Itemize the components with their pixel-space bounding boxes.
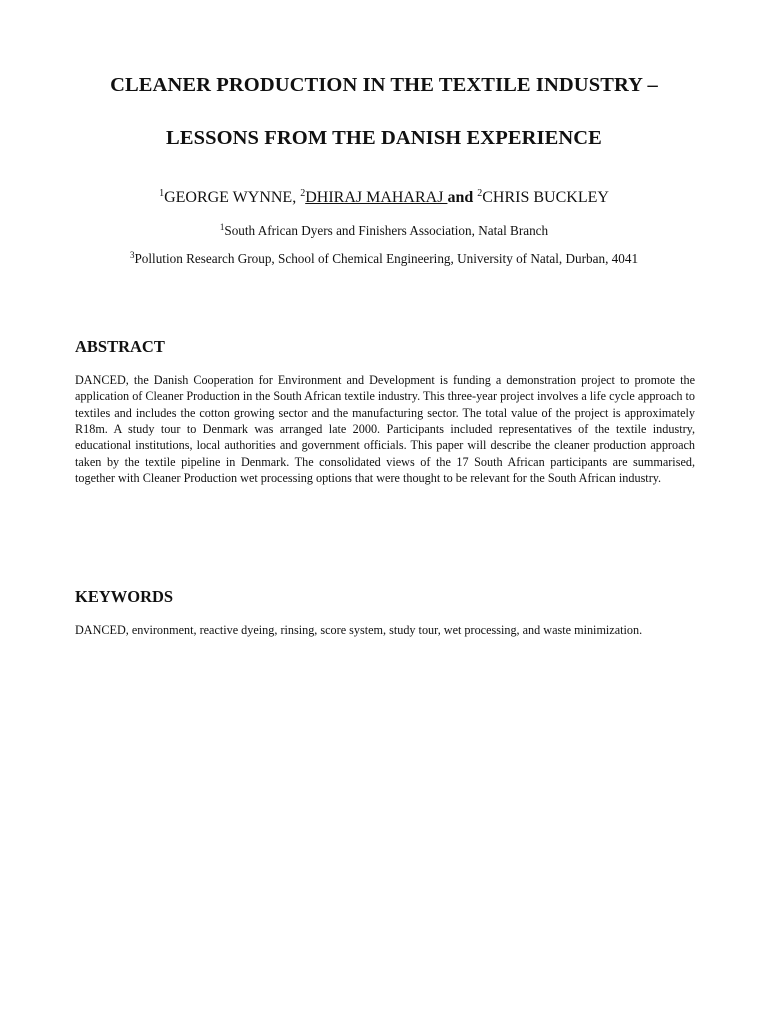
affiliation-1-superscript: 1: [219, 222, 225, 232]
affiliation-2-superscript: 3: [129, 250, 135, 260]
paper-title-line-1: CLEANER PRODUCTION IN THE TEXTILE INDUSTRY –: [110, 74, 658, 96]
author-3-name: CHRIS BUCKLEY: [482, 189, 609, 206]
keywords-heading: KEYWORDS: [75, 587, 174, 606]
author-2-superscript: 2: [300, 188, 306, 199]
author-2-name: DHIRAJ MAHARAJ: [305, 189, 448, 206]
author-1-superscript: 1: [159, 188, 165, 199]
author-3-superscript: 2: [477, 188, 483, 199]
abstract-heading: ABSTRACT: [75, 337, 165, 356]
affiliation-1: [0, 223, 768, 239]
paper-title-line-2: LESSONS FROM THE DANISH EXPERIENCE: [166, 127, 602, 149]
abstract-body: DANCED, the Danish Cooperation for Environment and Development is funding a demonstration project to promote the application of Cleaner Production in the South African textile industry. This three-year project involves a life cycle approach to textiles and includes the cotton growing sector and the manufacturing sector. The total value of the project is approximately R18m. A study tour to Denmark was arranged late 2000. Participants included representatives of the textile industry, educational institutions, local authorities and government officials. This paper will describe the cleaner production approach taken by the textile pipeline in Denmark. The consolidated views of the 17 South African participants are summarised, together with Cleaner Production wet processing options that were thought to be relevant for the South African industry.: [75, 373, 696, 486]
affiliation-1-text: South African Dyers and Finishers Association, Natal Branch: [224, 223, 549, 238]
author-list: [0, 189, 768, 207]
keywords-body: DANCED, environment, reactive dyeing, rinsing, score system, study tour, wet processing, and waste minimization.: [75, 623, 643, 637]
author-connector: and: [447, 189, 478, 206]
affiliation-2-text: Pollution Research Group, School of Chemical Engineering, University of Natal, Durban, 4041: [134, 251, 639, 266]
affiliation-2: [0, 251, 768, 267]
author-1-name: GEORGE WYNNE,: [164, 189, 301, 206]
